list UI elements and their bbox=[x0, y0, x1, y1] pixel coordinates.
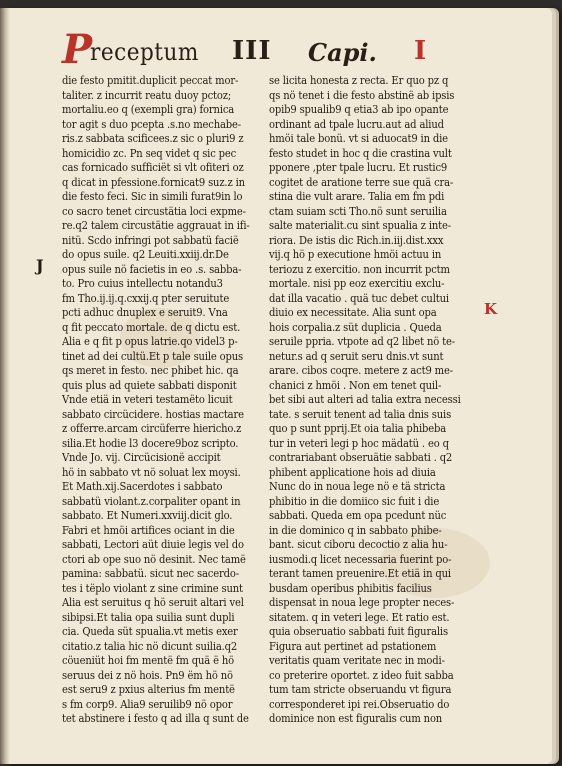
text-line: to. Pro cuius intellectu notandu3 bbox=[62, 277, 223, 290]
text-line: diuio ex necessitate. Alia sunt opa bbox=[269, 306, 437, 319]
running-header bbox=[62, 26, 532, 74]
text-line: tinet ad dei cultü.Et p tale suile opus bbox=[62, 349, 244, 363]
text-line: dispensat in noua lege propter neces- bbox=[269, 596, 455, 609]
text-line: sabbatü violant.z.corpaliter opant in bbox=[62, 494, 241, 508]
text-line: sibipsi.Et talia opa suilia sunt dupli bbox=[62, 610, 235, 624]
text-line: quia obseruatio sabbati fuit figuralis bbox=[269, 625, 448, 638]
text-line: phibent applicatione hois ad diuia bbox=[269, 465, 436, 479]
text-line: Vnde Jo. vij. Circücisionë accipit bbox=[62, 451, 221, 464]
text-line: teriozu z exercitio. non incurrit pctm bbox=[269, 262, 450, 276]
text-line: cogitet de aratione terre sue quä cra- bbox=[269, 175, 454, 189]
text-line: ordinant ad tpale lucru.aut ad aliud bbox=[269, 117, 444, 131]
text-line: citatio.z talia hic nö dicunt suilia.q2 bbox=[62, 639, 238, 653]
text-line: tate. s seruit tenent ad talia dnis suis bbox=[269, 407, 452, 421]
text-line: quo p sunt pprij.Et oia talia phibeba bbox=[269, 422, 447, 435]
text-line: s fm corp9. Alia9 seruilib9 nö opor bbox=[62, 697, 233, 711]
text-line: opus suile nö facietis in eo .s. sabba- bbox=[62, 262, 242, 276]
text-line: die festo pmitit.duplicit peccat mor- bbox=[62, 74, 239, 87]
text-line: in die dominico q in sabbato phibe- bbox=[269, 523, 442, 537]
text-line: hö in sabbato vt nö soluat lex moysi. bbox=[62, 465, 241, 479]
precept-number: III bbox=[232, 36, 272, 66]
text-line: mortale. nisi pp eoz exercitiu exclu- bbox=[269, 277, 445, 290]
chapter-label: Capi. bbox=[308, 38, 377, 67]
text-line: z offerre.arcam circüferre hiericho.z bbox=[62, 422, 242, 435]
folio-number: I bbox=[414, 36, 427, 66]
text-line: chanici z hmöi . Non em tenet quil- bbox=[269, 378, 442, 392]
text-line: stina die vult arare. Talia em fm pdi bbox=[269, 190, 445, 203]
text-line: iusmodi.q licet necessaria fuerint po- bbox=[269, 552, 452, 566]
text-line: tor agit s duo pcepta .s.no mechabe- bbox=[62, 117, 241, 131]
text-line: dominice non est figuralis cum non bbox=[269, 712, 443, 725]
text-line: Fabri et hmöi artifices ociant in die bbox=[62, 523, 235, 537]
text-line: cas fornicado sufficiët si vlt ofiteri oz bbox=[62, 161, 244, 174]
book-page bbox=[0, 8, 552, 764]
text-line: Figura aut pertinet ad pstationem bbox=[269, 639, 437, 653]
text-line: Et Math.xij.Sacerdotes i sabbato bbox=[62, 480, 223, 493]
text-line: dat illa vacatio . quä tuc debet cultui bbox=[269, 291, 449, 305]
text-line: vij.q hö p executione hmöi actuu in bbox=[269, 248, 442, 261]
text-line: se licita honesta z recta. Er quo pz q bbox=[269, 74, 449, 87]
text-line: busdam operibus phibitis facilius bbox=[269, 581, 432, 595]
text-line: ctori ab ope suo nö desinit. Nec tamë bbox=[62, 552, 246, 566]
text-line: terant tamen preuenire.Et etiä in qui bbox=[269, 567, 451, 580]
text-line: sabbato. Et Numeri.xxviij.dicit glo. bbox=[62, 509, 233, 522]
text-line: co preterire oportet. z ideo fuit sabba bbox=[269, 668, 454, 682]
text-line: nitü. Scdo infringi pot sabbatü facië bbox=[62, 233, 239, 247]
text-line: tum tam stricte obseruandu vt figura bbox=[269, 683, 452, 696]
text-line: q dicat in pfessione.fornicat9 suz.z in bbox=[62, 175, 245, 189]
text-line: tur in veteri legi p hoc mädatü . eo q bbox=[269, 436, 449, 450]
text-line: festo studet in hoc q die crastina vult bbox=[269, 146, 452, 160]
text-line: Alia est seruitus q hö seruit altari vel bbox=[62, 596, 244, 609]
text-line: Vnde etiä in veteri testamëto licuit bbox=[62, 393, 233, 406]
text-line: hmöi tale bonü. vt si aduocat9 in die bbox=[269, 132, 448, 145]
text-line: opib9 spualib9 q etia3 ab ipo opante bbox=[269, 103, 449, 116]
text-line: bant. sicut ciboru decoctio z alia hu- bbox=[269, 538, 448, 551]
text-line: pponere ,pter tpale lucru. Et rustic9 bbox=[269, 161, 448, 174]
text-line: hois corpalia.z süt duplicia . Queda bbox=[269, 320, 442, 334]
text-line: co sacro tenet circustätia loci expme- bbox=[62, 204, 246, 218]
margin-letter-left: J bbox=[36, 256, 44, 275]
text-line: corresponderet ipi rei.Obseruatio do bbox=[269, 697, 450, 711]
text-line: tet abstinere i festo q ad illa q sunt de bbox=[62, 712, 249, 725]
text-line: Alia e q fit p opus latrie.qo videl3 p- bbox=[62, 335, 238, 348]
header-title: receptum bbox=[90, 38, 199, 66]
text-line: qs meret in festo. nec phibet hic. qa bbox=[62, 364, 239, 377]
text-line: taliter. z incurrit reatu duoy pctoz; bbox=[62, 88, 232, 102]
text-line: cöueniüt hoi fm mentë fm quä ë hö bbox=[62, 654, 234, 667]
text-line: silia.Et hodie l3 docere9boz scripto. bbox=[62, 436, 239, 450]
text-line: sabbati. Queda em opa pcedunt nüc bbox=[269, 509, 447, 522]
text-line: qs nö tenet i die festo abstinë ab ipsis bbox=[269, 88, 455, 102]
text-line: homicidio zc. Pn seq videt q sic pec bbox=[62, 146, 237, 160]
text-line: pamina: sabbatü. sicut nec sacerdo- bbox=[62, 567, 239, 580]
text-line: re.q2 talem circustätie aggrauat in ifi- bbox=[62, 219, 250, 232]
text-line: do opus suile. q2 Leuiti.xxiij.dr.De bbox=[62, 248, 229, 261]
margin-letter-right: K bbox=[484, 300, 498, 318]
text-line: arare. cibos coqre. metere z act9 me- bbox=[269, 364, 453, 377]
text-line: sabbati, Lectori aüt diuie legis vel do bbox=[62, 538, 244, 551]
text-line: cia. Queda süt spualia.vt metis exer bbox=[62, 625, 238, 638]
text-line: veritatis quam veritate nec in modi- bbox=[269, 654, 445, 667]
text-line: contrariabant obseruätie sabbati . q2 bbox=[269, 451, 453, 464]
text-line: seruus dei z nö hois. Pn9 ëm hö nö bbox=[62, 668, 233, 682]
text-line: fm Tho.ij.ij.q.cxxij.q pter seruitute bbox=[62, 291, 230, 305]
text-column-left bbox=[62, 74, 268, 727]
text-line: tes i tëplo violant z sine crimine sunt bbox=[62, 581, 243, 595]
text-column-right bbox=[269, 74, 475, 727]
text-line: die festo feci. Sic in simili furat9in lo bbox=[62, 190, 243, 203]
text-line: ris.z sabbata scificees.z sic o pluri9 z bbox=[62, 132, 244, 145]
text-line: bet sibi aut alteri ad talia extra necessi bbox=[269, 393, 461, 406]
text-line: Nunc do in noua lege nö e tä stricta bbox=[269, 480, 446, 493]
text-line: salte materialit.cu sint spualia z inte- bbox=[269, 219, 451, 232]
text-line: est seru9 z pxius alterius fm mentë bbox=[62, 683, 235, 696]
text-line: sabbato circücidere. hostias mactare bbox=[62, 407, 244, 421]
text-line: phibitio in die domiico sic fuit i die bbox=[269, 494, 440, 508]
text-line: riora. De istis dic Rich.in.iij.dist.xxx bbox=[269, 233, 444, 247]
text-line: ctam suiam scti Tho.nö sunt seruilia bbox=[269, 204, 447, 218]
text-line: sitatem. q in veteri lege. Et ratio est. bbox=[269, 610, 450, 624]
text-line: netur.s ad q seruit seru dnis.vt sunt bbox=[269, 349, 444, 363]
text-line: quis plus ad quiete sabbati disponit bbox=[62, 378, 237, 392]
page-binding-shadow bbox=[0, 8, 10, 764]
text-line: seruile ppria. vtpote ad q2 libet nö te- bbox=[269, 335, 455, 348]
text-line: pcti adhuc dnuplex e seruit9. Vna bbox=[62, 306, 228, 319]
text-line: mortaliu.eo q (exempli gra) fornica bbox=[62, 103, 235, 116]
text-line: q fit peccato mortale. de q dictu est. bbox=[62, 320, 241, 334]
rubricated-initial: P bbox=[62, 26, 93, 73]
